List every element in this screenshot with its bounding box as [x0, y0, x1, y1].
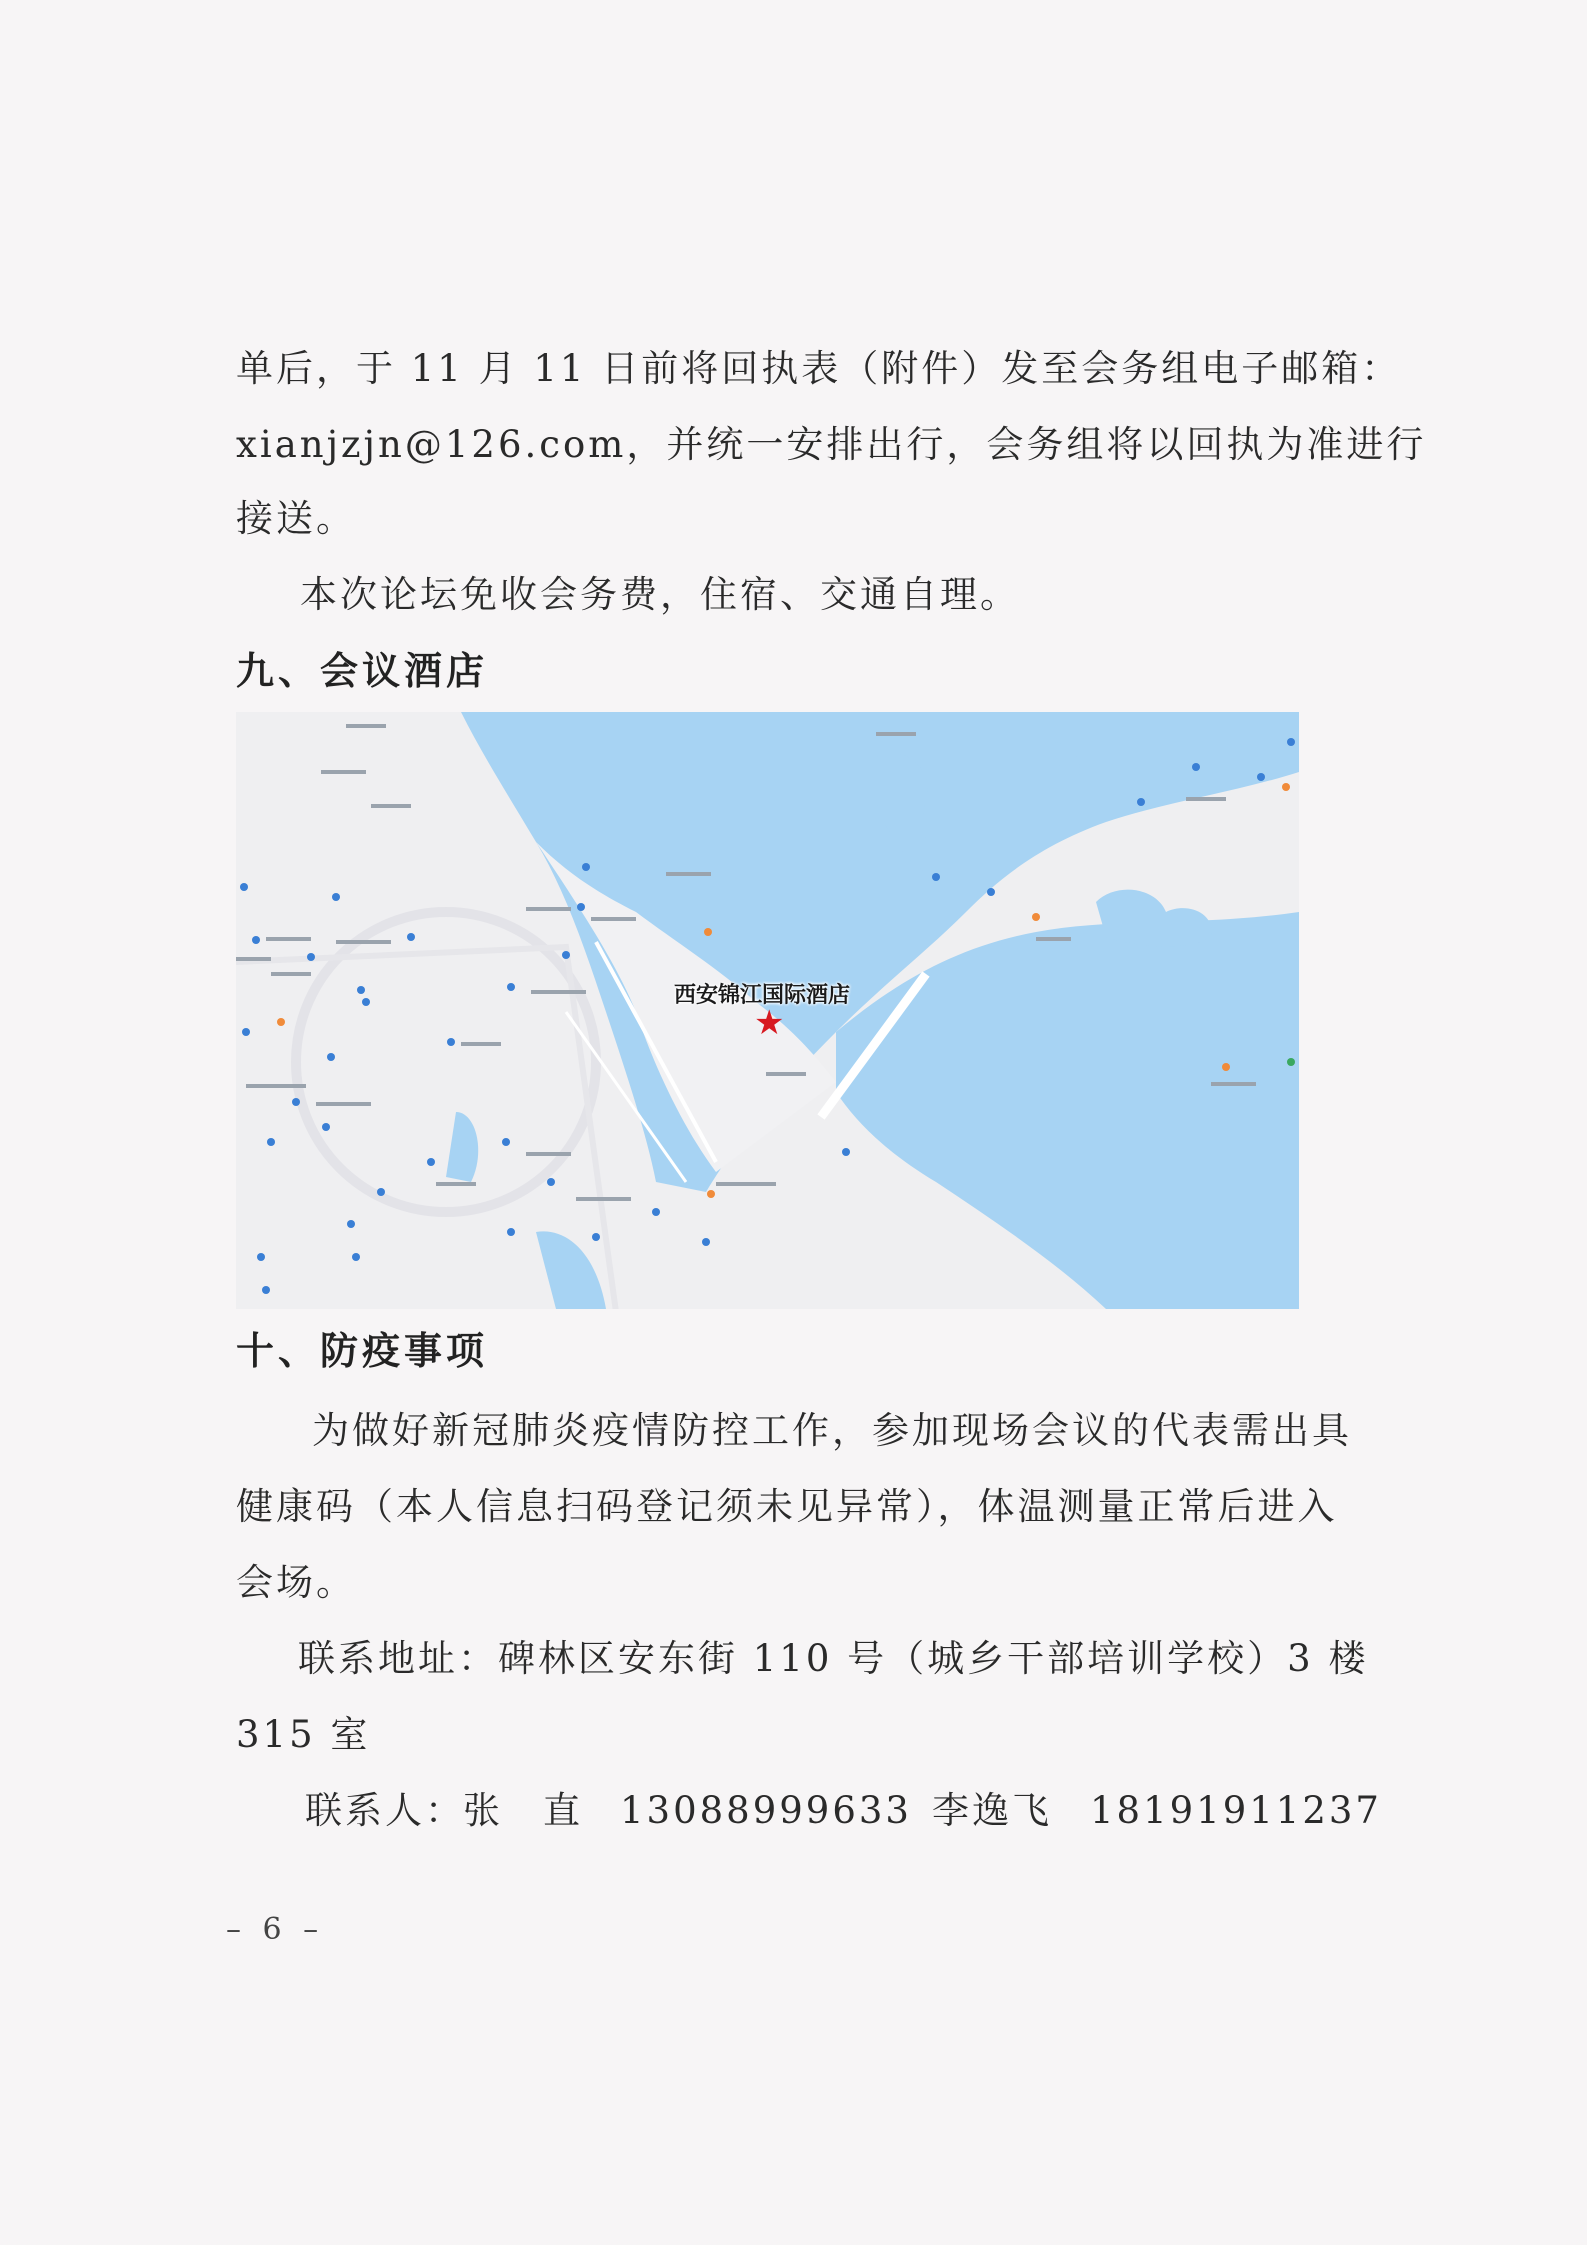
contact-person-name: 李逸飞 [932, 1789, 1052, 1832]
paragraph-line: 健康码（本人信息扫码登记须未见异常），体温测量正常后进入 [236, 1485, 1338, 1528]
contact-phone: 18191911237 [1090, 1789, 1382, 1832]
contact-person-name: 张 直 [463, 1789, 583, 1832]
section-heading-hotel: 九、会议酒店 [236, 649, 489, 693]
contact-label: 联系人： [305, 1789, 465, 1832]
paragraph-line: 为做好新冠肺炎疫情防控工作，参加现场会议的代表需出具 [312, 1409, 1352, 1452]
paragraph-line: 单后，于 11 月 11 日前将回执表（附件）发至会务组电子邮箱： [236, 347, 1402, 390]
hotel-name-label: 西安锦江国际酒店 [674, 983, 851, 1008]
paragraph-line: 接送。 [236, 497, 356, 540]
contact-address: 联系地址：碑林区安东街 110 号（城乡干部培训学校）3 楼 [298, 1637, 1369, 1680]
paragraph-line: xianjzjn@126.com，并统一安排出行，会务组将以回执为准进行 [236, 423, 1427, 466]
section-heading-epidemic: 十、防疫事项 [236, 1329, 489, 1373]
fee-note: 本次论坛免收会务费，住宿、交通自理。 [300, 573, 1020, 616]
contact-address-room: 315 室 [236, 1713, 371, 1756]
page-number: – 6 – [226, 1912, 325, 1947]
star-marker-icon: ★ [754, 1003, 785, 1043]
paragraph-line: 会场。 [236, 1561, 356, 1604]
contact-people [0, 1786, 1587, 1836]
contact-phone: 13088999633 [620, 1789, 912, 1832]
hotel-location-map [236, 712, 1299, 1309]
